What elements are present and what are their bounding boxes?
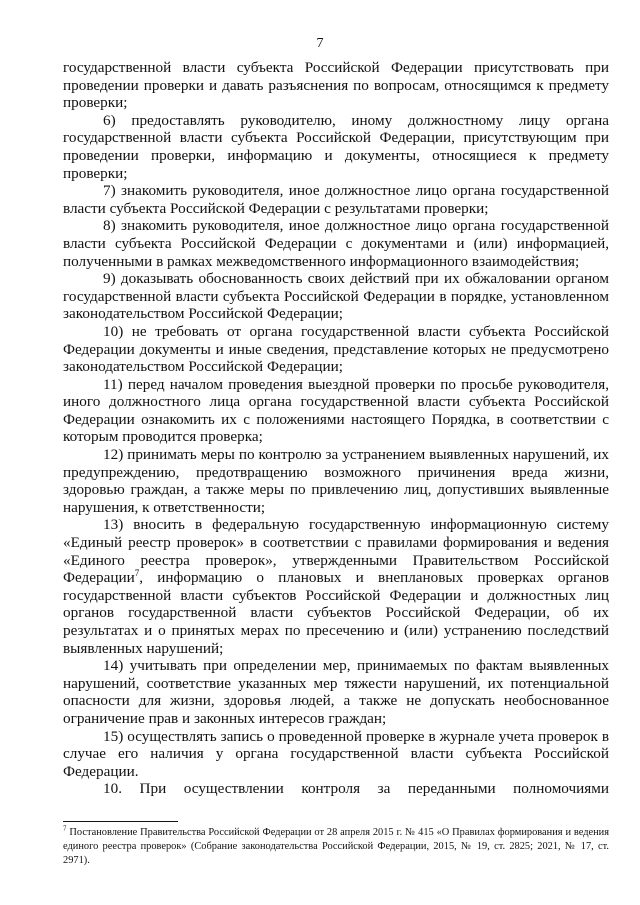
paragraph-item-11: 11) перед началом проведения выездной проверки по просьбе руководителя, иного должностного лица органа государственной власти субъекта Российской Федерации ознакомить их с положениями настоящего Порядка, в соответствии с которым проводится проверка;: [63, 375, 609, 446]
paragraph-section-10: 10. При осуществлении контроля за переданными полномочиями: [103, 780, 609, 798]
document-body: [63, 59, 609, 798]
paragraph-13-text-end: , информацию о плановых и внеплановых проверках органов государственной власти субъектов Российской Федерации и должностных лиц органов государственной власти субъектов Российской Федерации, об их результатах и о принятых мерах по пресечению и (или) устранению последствий выявленных нарушений;: [63, 569, 609, 657]
paragraph-item-10: 10) не требовать от органа государственной власти субъекта Российской Федерации документы и иные сведения, представление которых не предусмотрено законодательством Российской Федерации;: [63, 322, 609, 376]
paragraph-item-6: 6) предоставлять руководителю, иному должностному лицу органа государственной власти субъекта Российской Федерации, присутствующим при проведении проверки, информацию и документы, относящиеся к предмету проверки;: [63, 111, 609, 182]
paragraph-continuation: государственной власти субъекта Российской Федерации присутствовать при проведении проверки и давать разъяснения по вопросам, относящимся к предмету проверки;: [63, 59, 609, 112]
footnote-reference: 7: [134, 568, 140, 579]
paragraph-item-8: 8) знакомить руководителя, иное должностное лицо органа государственной власти субъекта Российской Федерации с документами и (или) информацией, полученными в рамках межведомственного информационного взаимодействия;: [63, 217, 609, 270]
paragraph-13-text-start: 13) вносить в федеральную государственную информационную систему «Единый реестр проверок» в соответствии с правилами формирования и ведения «Единого реестра проверок», утвержденными Правительством Российской Федерации: [63, 516, 609, 587]
footnote: [63, 826, 609, 868]
paragraph-item-13: [63, 516, 609, 657]
footnote-number: 7: [63, 824, 67, 833]
paragraph-item-15: 15) осуществлять запись о проведенной проверке в журнале учета проверок в случае его наличия у органа государственной власти субъекта Российской Федерации.: [63, 727, 609, 780]
footnote-separator: [63, 821, 178, 822]
paragraph-item-14: 14) учитывать при определении мер, принимаемых по фактам выявленных нарушений, соответствие указанных мер тяжести нарушений, их потенциальной опасности для жизни, здоровья людей, а также не допускать необоснованное ограничение прав и законных интересов граждан;: [63, 657, 609, 727]
page-number: 7: [316, 36, 324, 51]
paragraph-item-9: 9) доказывать обоснованность своих действий при их обжаловании органом государственной власти субъекта Российской Федерации в порядке, установленном законодательством Российской Федерации;: [63, 270, 609, 323]
paragraph-item-7: 7) знакомить руководителя, иное должностное лицо органа государственной власти субъекта Российской Федерации с результатами проверки;: [63, 182, 609, 217]
paragraph-item-12: 12) принимать меры по контролю за устранением выявленных нарушений, их предупреждению, предотвращению возможного причинения вреда жизни, здоровью граждан, а также меры по привлечению лиц, допустивших выявленные нарушения, к ответственности;: [63, 446, 609, 516]
footnote-text: Постановление Правительства Российской Федерации от 28 апреля 2015 г. № 415 «О Правилах формирования и ведения единого реестра проверок» (Собрание законодательства Российской Федерации, 2015, № 19, ст. 2825; 2021, № 17, ст. 2971).: [63, 827, 609, 866]
